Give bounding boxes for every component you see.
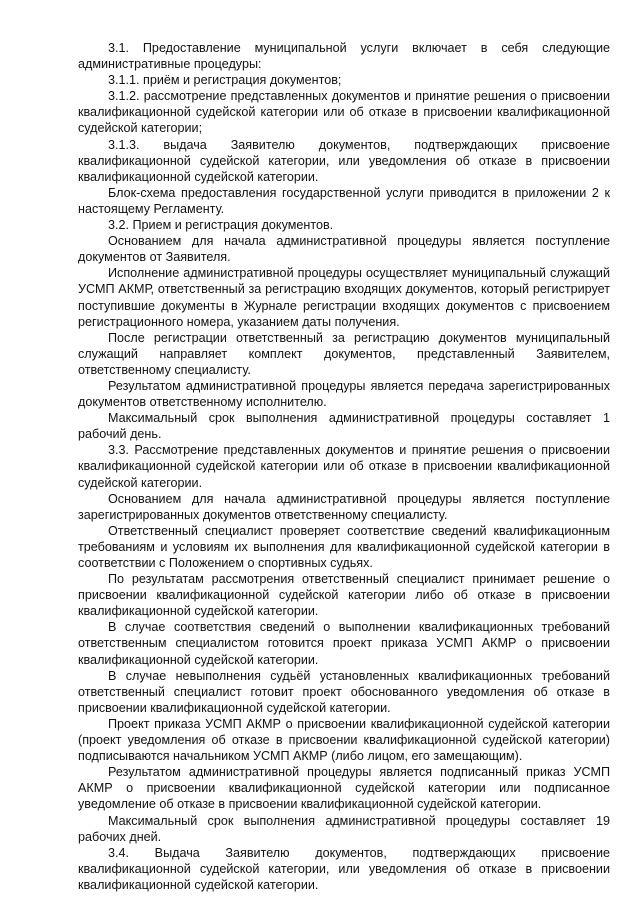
paragraph: По результатам рассмотрения ответственный специалист принимает решение о присвоении квалификационной судейской категории либо об отказе в присвоении квалификационной судейской категории. [78, 572, 610, 619]
paragraph: 3.3. Рассмотрение представленных документов и принятие решения о присвоении квалификационной судейской категории или об отказе в присвоении квалификационной судейской категории. [78, 443, 610, 490]
paragraph: 3.2. Прием и регистрация документов. [108, 218, 334, 233]
paragraph: Максимальный срок выполнения административной процедуры составляет 1 рабочий день. [78, 411, 610, 442]
paragraph: В случае соответствия сведений о выполнении квалификационных требований ответственным специалистом готовится проект приказа УСМП АКМР о присвоении квалификационной судейской категории. [78, 620, 610, 667]
paragraph: Блок-схема предоставления государственной услуги приводится в приложении 2 к настоящему Регламенту. [78, 185, 610, 216]
paragraph: Результатом административной процедуры является подписанный приказ УСМП АКМР о присвоении квалификационной судейской категории или подписанное уведомление об отказе в присвоении квалификационной судейской категории. [78, 765, 610, 812]
paragraph: После регистрации ответственный за регистрацию документов муниципальный служащий направляет комплект документов, представленный Заявителем, ответственному специалисту. [78, 330, 610, 377]
paragraph: Основанием для начала административной процедуры является поступление зарегистрированных документов ответственному специалисту. [78, 491, 610, 522]
paragraph: Ответственный специалист проверяет соответствие сведений квалификационным требованиям и условиям их выполнения для квалификационной судейской категории в соответствии с Положением о спортивных судьях. [78, 523, 610, 570]
paragraph: 3.1. Предоставление муниципальной услуги включает в себя следующие административные процедуры: [78, 41, 610, 72]
paragraph: 3.1.3. выдача Заявителю документов, подтверждающих присвоение квалификационной судейской категории, или уведомления об отказе в присвоении квалификационной судейской категории. [78, 137, 610, 184]
document-page [78, 40, 610, 893]
paragraph: 3.1.1. приём и регистрация документов; [108, 73, 342, 88]
paragraph: Проект приказа УСМП АКМР о присвоении квалификационной судейской категории (проект уведомления об отказе в присвоении квалификационной судейской категории) подписываются начальником УСМП АКМР (либо лицом, его замещающим). [78, 716, 610, 764]
paragraph: 3.1.2. рассмотрение представленных документов и принятие решения о присвоении квалификационной судейской категории или об отказе в присвоении квалификационной судейской категории; [78, 89, 610, 136]
paragraph: Результатом административной процедуры является передача зарегистрированных документов ответственному исполнителю. [78, 378, 610, 410]
paragraph: Исполнение административной процедуры осуществляет муниципальный служащий УСМП АКМР, ответственный за регистрацию входящих документов, который регистрирует поступившие документы в Журнале регистрации входящих документов с присвоением регистрационного номера, указанием даты получения. [78, 266, 610, 329]
paragraph: В случае невыполнения судьёй установленных квалификационных требований ответственный специалист готовит проект обоснованного уведомления об отказе в присвоении квалификационной судейской категории. [78, 668, 610, 715]
paragraph: Основанием для начала административной процедуры является поступление документов от Заявителя. [78, 234, 610, 265]
paragraph: 3.4. Выдача Заявителю документов, подтверждающих присвоение квалификационной судейской категории, или уведомления об отказе в присвоении квалификационной судейской категории. [78, 845, 610, 892]
paragraph: Максимальный срок выполнения административной процедуры составляет 19 рабочих дней. [78, 813, 610, 844]
